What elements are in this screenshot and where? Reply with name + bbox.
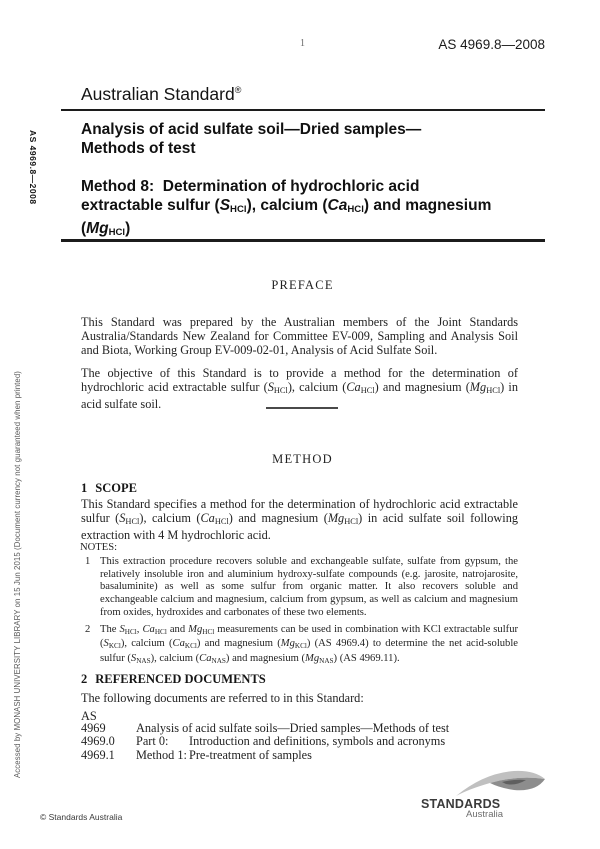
title-rule [61, 239, 545, 242]
access-watermark: Accessed by MONASH UNIVERSITY LIBRARY on 15 Jun 2015 (Document currency not guaranteed when printed) [13, 371, 22, 778]
reference-part: Method 1: [136, 747, 187, 762]
note-text: The SHCl, CaHCl and MgHCl measurements can be used in combination with KCl extractable sulfur (SKCl), calcium (CaKCl) and magnesium (MgKCl) (AS 4969.4) to determine the net acid-soluble sulfur (SNAS), calcium (CaNAS) and magnesium (MgNAS) (AS 4969.11). [100, 623, 519, 665]
registered-trademark-symbol: ® [234, 85, 242, 95]
page-number: 1 [300, 38, 305, 49]
reference-code: 4969.0 [81, 734, 115, 749]
logo-wordmark: STANDARDS [421, 797, 501, 811]
preface-heading: PREFACE [271, 278, 334, 292]
note-item [85, 556, 518, 620]
logo-subtext: Australia [466, 809, 503, 820]
reference-row [81, 722, 518, 735]
notes-list [85, 556, 518, 668]
reference-code: 4969 [81, 721, 106, 735]
footer-copyright: © Standards Australia [40, 812, 123, 822]
spine-code: AS 4969.8—2008 [28, 130, 38, 205]
referenced-list [81, 722, 518, 762]
referenced-intro: The following documents are referred to in this Standard: [81, 691, 364, 705]
reference-row [81, 735, 518, 748]
note-number: 2 [85, 623, 91, 635]
logo-swoosh-icon [456, 770, 546, 797]
brand-text: Australian Standard [81, 84, 235, 104]
reference-title: Pre-treatment of samples [189, 747, 312, 762]
referenced-section-heading [81, 672, 266, 687]
referenced-section-title: REFERENCED DOCUMENTS [95, 672, 266, 686]
referenced-section-number: 2 [81, 672, 88, 686]
title-line-2: Method 8: Determination of hydrochloric acid extractable sulfur (SHCl), calcium (CaHCl) and magnesium (MgHCl) [81, 178, 492, 238]
preface-paragraph-1: This Standard was prepared by the Australian members of the Joint Standards Australia/Standards New Zealand for Committee EV-009, Sampling and Analysis Soil and Biota, Working Group EV-009-02-01, Analysis of Acid Sulfate Soil. [81, 315, 518, 357]
referenced-list-label: AS [81, 709, 97, 723]
note-number: 1 [85, 556, 91, 567]
masthead-brand [81, 84, 241, 105]
reference-row [81, 749, 518, 762]
note-text: This extraction procedure recovers soluble and exchangeable sulfate, sulfate from gypsum, the relatively insoluble iron and aluminium hydroxy-sulfate compounds (e.g. jarosite, natrojarosite, basaluminite) as well as some sulfur from organic matter. It also recovers soluble and exchangeable calcium and magnesium, calcium from gypsum, as well as calcium and magnesium from oxides, hydroxides and carbonates of these two elements. [100, 556, 518, 618]
scope-section-number: 1 [81, 481, 88, 495]
title-line-1: Analysis of acid sulfate soil—Dried samples—Methods of test [81, 121, 422, 157]
document-reference: AS 4969.8—2008 [438, 37, 545, 52]
notes-label: NOTES: [80, 542, 118, 553]
note-item [85, 624, 518, 668]
preface-body [81, 316, 518, 411]
reference-title: Introduction and definitions, symbols and acronyms [189, 734, 446, 749]
method-heading: METHOD [272, 452, 333, 466]
reference-code: 4969.1 [81, 747, 115, 762]
scope-section-heading [81, 481, 137, 496]
section-divider [266, 407, 338, 409]
scope-paragraph: This Standard specifies a method for the determination of hydrochloric acid extractable sulfur (SHCl), calcium (CaHCl) and magnesium (MgHCl) in acid sulfate soil following extraction with 4 M hydrochloric acid. [81, 497, 518, 542]
reference-part: Part 0: [136, 734, 169, 749]
reference-title: Analysis of acid sulfate soils—Dried samples—Methods of test [136, 721, 450, 735]
scope-section-title: SCOPE [95, 481, 137, 495]
preface-paragraph-2: The objective of this Standard is to provide a method for the determination of hydrochloric acid extractable sulfur (SHCl), calcium (CaHCl) and magnesium (MgHCl) in acid sulfate soil. [81, 365, 518, 411]
standards-australia-logo [421, 770, 551, 825]
masthead-rule [61, 109, 545, 111]
